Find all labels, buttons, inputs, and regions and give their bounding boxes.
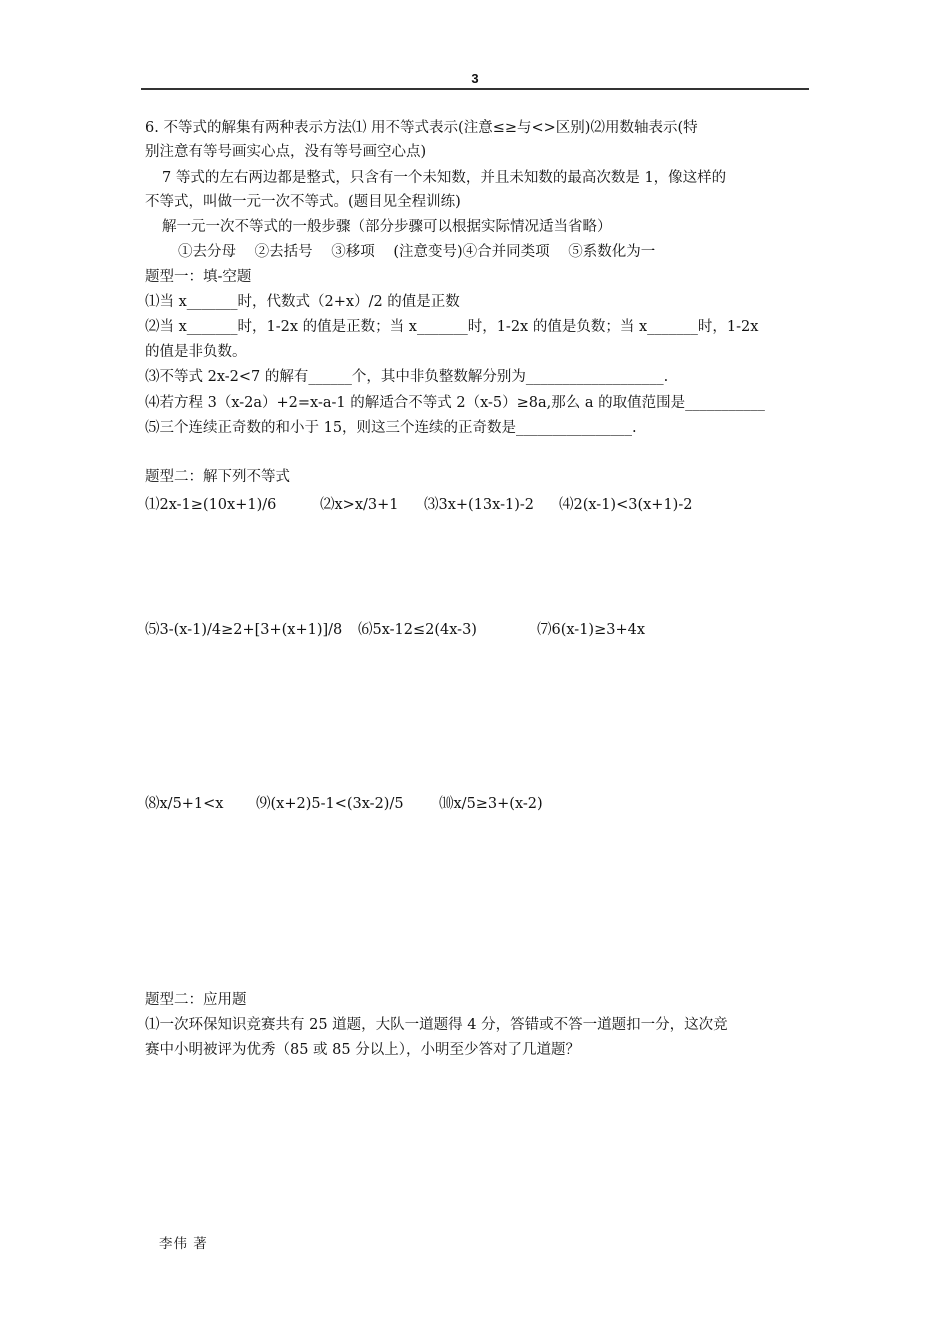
text-line-3: 7 等式的左右两边都是整式，只含有一个未知数，并且未知数的最高次数是 1，像这样的	[162, 170, 727, 186]
text-line-2: 别注意有等号画实心点，没有等号画空心点)	[145, 144, 427, 160]
exercise-1: ⑴2x-1≥(10x+1)/6	[145, 497, 277, 513]
text-line-1: 6. 不等式的解集有两种表示方法⑴ 用不等式表示(注意≤≥与<>区别)⑵用数轴表示(特	[145, 120, 698, 136]
steps-line: ①去分母 ②去括号 ③移项 (注意变号)④合并同类项 ⑤系数化为一	[178, 244, 656, 260]
text-line-4: 不等式，叫做一元一次不等式。(题目见全程训练)	[145, 194, 461, 210]
exercise-8: ⑻x/5+1<x	[145, 796, 224, 812]
application-question-1-cont: 赛中小明被评为优秀（85 或 85 分以上），小明至少答对了几道题？	[145, 1042, 580, 1058]
exercise-6: ⑹5x-12≤2(4x-3)	[358, 622, 477, 638]
section-title-solve: 题型二：解下列不等式	[145, 469, 290, 485]
section-title-application: 题型二：应用题	[145, 992, 247, 1008]
header-rule	[141, 88, 809, 90]
application-question-1: ⑴一次环保知识竞赛共有 25 道题，大队一道题得 4 分，答错或不答一道题扣一分，这次竞	[145, 1017, 728, 1033]
question-2-cont: 的值是非负数。	[145, 344, 247, 360]
exercise-4: ⑷2(x-1)<3(x+1)-2	[559, 497, 693, 513]
exercise-2: ⑵x>x/3+1	[320, 497, 399, 513]
page-number: 3	[471, 71, 479, 86]
question-5: ⑸三个连续正奇数的和小于 15，则这三个连续的正奇数是________________.	[145, 420, 637, 436]
exercise-9: ⑼(x+2)5-1<(3x-2)/5	[256, 796, 404, 812]
exercise-5: ⑸3-(x-1)/4≥2+[3+(x+1)]/8	[145, 622, 343, 638]
section-title-fill: 题型一：填-空题	[145, 269, 252, 285]
question-3: ⑶不等式 2x-2<7 的解有______个，其中非负整数解分别为___________________.	[145, 369, 669, 385]
question-1: ⑴当 x_______时，代数式（2+x）/2 的值是正数	[145, 294, 460, 310]
exercise-10: ⑽x/5≥3+(x-2)	[439, 796, 543, 812]
exercise-7: ⑺6(x-1)≥3+4x	[537, 622, 646, 638]
question-4: ⑷若方程 3（x-2a）+2=x-a-1 的解适合不等式 2（x-5）≥8a,那么 a 的取值范围是___________	[145, 395, 765, 411]
exercise-3: ⑶3x+(13x-1)-2	[424, 497, 534, 513]
footer-author: 李伟 著	[159, 1236, 208, 1252]
question-2: ⑵当 x_______时，1-2x 的值是正数；当 x_______时，1-2x 的值是负数；当 x_______时，1-2x	[145, 319, 759, 335]
text-line-5: 解一元一次不等式的一般步骤（部分步骤可以根据实际情况适当省略）	[162, 219, 612, 235]
